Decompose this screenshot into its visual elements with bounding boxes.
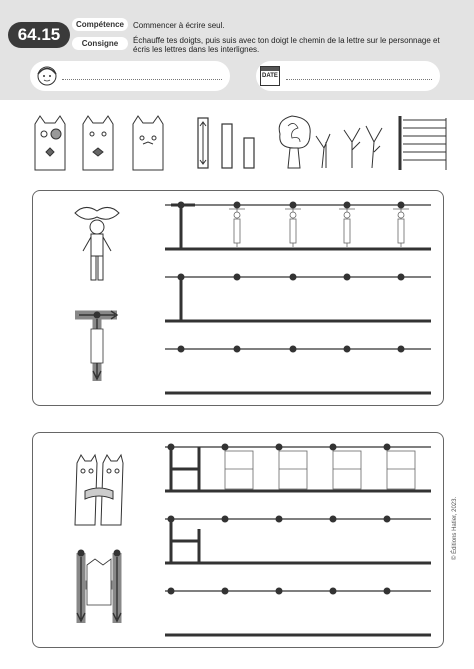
ladder-drawing [400, 116, 446, 170]
date-line [286, 79, 432, 80]
writing-line-h-2 [165, 516, 431, 564]
exercise-code: 64.15 [8, 22, 70, 48]
owl-finger-puppet-1 [35, 116, 65, 170]
owl-finger-puppet-3 [133, 116, 163, 170]
child-face-icon [34, 63, 60, 89]
finger-warmup-drawings [30, 112, 450, 174]
competence-tag: Compétence [72, 18, 128, 31]
letter-h-tracing-model [77, 550, 121, 624]
writing-line-h-1 [165, 444, 431, 492]
letter-t-tracing-model [75, 311, 117, 381]
owl-finger-puppet-2 [83, 116, 113, 170]
name-line [62, 79, 222, 80]
trees-drawing [279, 116, 382, 168]
writing-line-t-3 [165, 346, 431, 394]
small-owl-figures [225, 451, 415, 489]
consigne-tag: Consigne [72, 37, 128, 50]
date-field[interactable] [256, 61, 440, 91]
vertical-strokes-drawing [198, 118, 254, 168]
boy-character-t [75, 207, 119, 280]
name-field[interactable] [30, 61, 230, 91]
letter-t-panel [32, 190, 444, 406]
writing-line-h-3 [165, 588, 431, 636]
writing-line-t-1 [165, 202, 431, 250]
calendar-icon [260, 66, 280, 86]
consigne-text: Échauffe tes doigts, puis suis avec ton doigt le chemin de la lettre sur le personnage et écris les lettres dans les interlignes. [133, 36, 440, 54]
date-label: DATE [262, 73, 278, 79]
owls-character-h [75, 455, 123, 525]
copyright-note: © Éditions Hatier, 2023. [452, 496, 458, 560]
small-boy-figures [229, 209, 409, 247]
letter-h-panel [32, 432, 444, 648]
competence-text: Commencer à écrire seul. [133, 21, 225, 30]
writing-line-t-2 [165, 274, 431, 322]
